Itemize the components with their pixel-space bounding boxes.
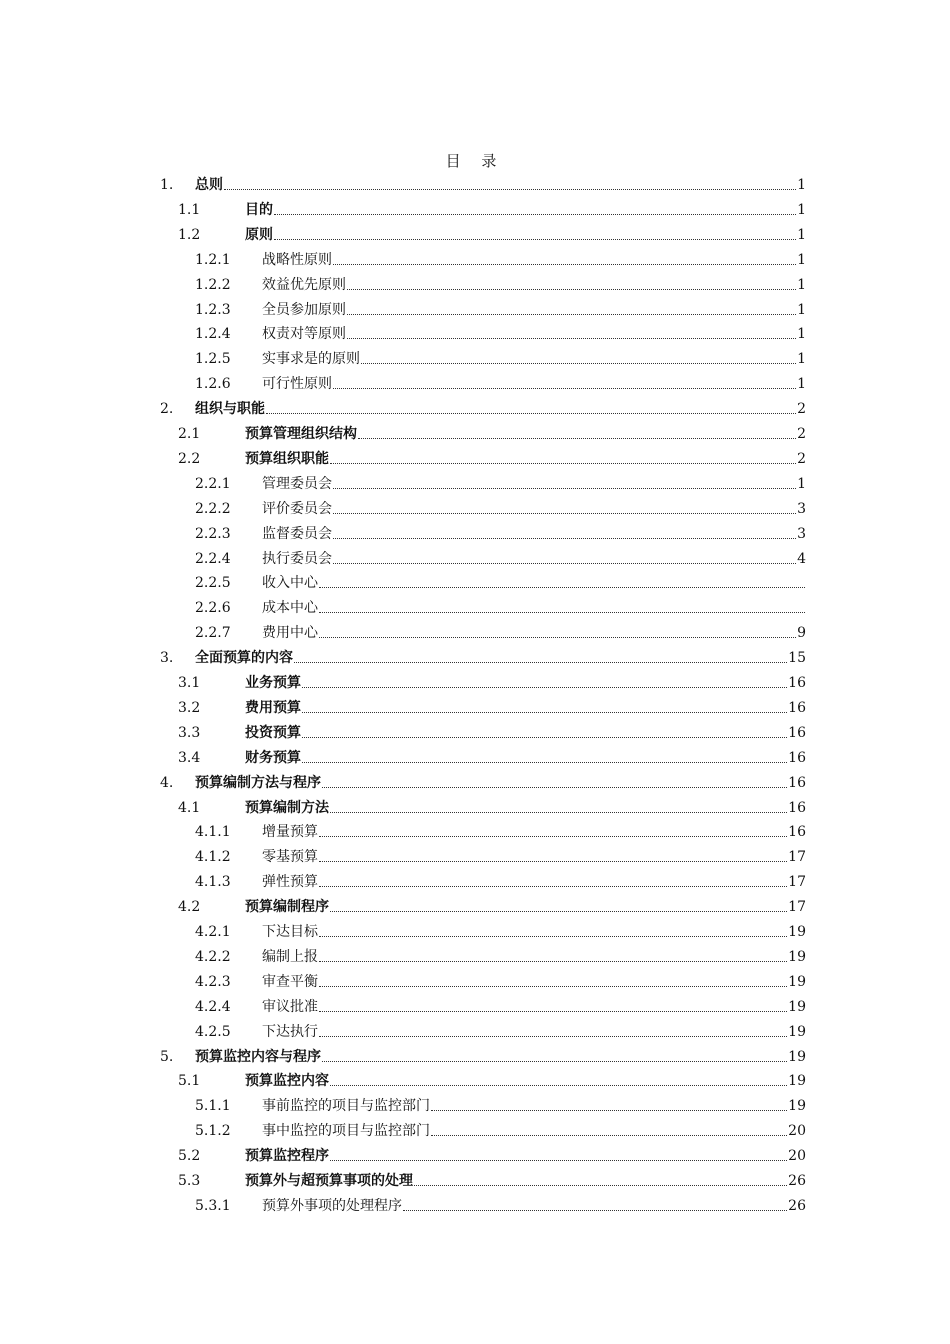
toc-entry-number: 3.2 (178, 699, 201, 716)
toc-entry[interactable] (195, 1094, 806, 1118)
toc-entry[interactable] (195, 372, 806, 396)
toc-entry-title: 财务预算 (245, 749, 301, 766)
toc-entry-title: 预算编制方法 (245, 799, 329, 816)
toc-entry-page: 26 (788, 1173, 806, 1189)
toc-entry-number: 1.2.4 (195, 326, 231, 343)
toc-entry[interactable] (195, 820, 806, 844)
dot-leader (319, 636, 796, 638)
toc-entry-page: 1 (797, 475, 806, 492)
toc-entry-page: 19 (788, 948, 806, 965)
dot-leader (302, 711, 787, 713)
toc-entry-title: 费用中心 (262, 625, 318, 642)
toc-entry-title: 原则 (245, 226, 273, 243)
toc-entry-number: 1.2.2 (195, 276, 231, 293)
toc-entry[interactable] (195, 621, 806, 645)
dot-leader (431, 1109, 787, 1111)
toc-entry-number: 2.2.7 (195, 625, 231, 642)
toc-entry-page: 1 (797, 326, 806, 343)
toc-entry-title: 实事求是的原则 (262, 351, 360, 368)
toc-entry[interactable] (160, 173, 806, 197)
toc-entry-page: 1 (797, 201, 806, 218)
toc-entry-number: 5.1.2 (195, 1123, 231, 1140)
toc-entry-title: 评价委员会 (262, 500, 332, 517)
toc-entry-title: 业务预算 (245, 675, 301, 691)
toc-entry-title: 预算外事项的处理程序 (262, 1197, 402, 1214)
toc-entry[interactable] (178, 1069, 806, 1093)
toc-entry-number: 2.2.2 (195, 500, 231, 517)
dot-leader (358, 437, 796, 439)
toc-entry-number: 2.2.6 (195, 600, 231, 617)
dot-leader (319, 960, 787, 962)
toc-entry-title: 权责对等原则 (262, 326, 346, 343)
toc-entry-page: 3 (797, 525, 806, 542)
toc-entry-title: 总则 (195, 177, 223, 193)
toc-entry-page: 2 (797, 450, 806, 467)
toc-entry[interactable] (178, 671, 806, 695)
dot-leader (322, 786, 787, 788)
toc-entry-number: 1.2.6 (195, 376, 231, 393)
toc-entry-title: 投资预算 (245, 724, 301, 741)
toc-entry-page: 19 (788, 973, 806, 990)
toc-entry[interactable] (195, 322, 806, 346)
toc-entry[interactable] (195, 1119, 806, 1143)
toc-entry-page: 1 (797, 251, 806, 268)
toc-entry-title: 事中监控的项目与监控部门 (262, 1123, 430, 1140)
toc-entry-title: 监督委员会 (262, 525, 332, 542)
toc-entry-number: 2.2.5 (195, 575, 231, 592)
toc-entry-number: 1. (160, 177, 174, 193)
toc-entry-number: 2.1 (178, 426, 201, 442)
toc-entry-number: 1.1 (178, 201, 201, 218)
toc-entry-title: 预算组织职能 (245, 450, 329, 467)
toc-entry-page: 16 (788, 749, 806, 766)
toc-entry-page: 3 (797, 500, 806, 517)
toc-entry[interactable] (160, 771, 806, 795)
toc-entry-number: 2.2.4 (195, 550, 231, 567)
toc-entry-page: 2 (797, 426, 806, 442)
toc-entry-number: 4.2.1 (195, 924, 231, 940)
toc-entry[interactable] (195, 920, 806, 944)
dot-leader (333, 512, 796, 514)
dot-leader (330, 1084, 787, 1086)
toc-entry[interactable] (178, 895, 806, 919)
toc-entry-page: 1 (797, 177, 806, 193)
dot-leader (319, 611, 805, 613)
toc-entry-number: 3.3 (178, 724, 201, 741)
toc-entry[interactable] (195, 970, 806, 994)
toc-entry[interactable] (195, 945, 806, 969)
toc-entry-title: 编制上报 (262, 948, 318, 965)
toc-entry-number: 5.1 (178, 1073, 201, 1090)
toc-entry[interactable] (195, 1194, 806, 1218)
toc-entry-title: 执行委员会 (262, 550, 332, 567)
dot-leader (322, 1060, 787, 1062)
toc-entry[interactable] (195, 596, 806, 620)
toc-entry-title: 目的 (245, 201, 273, 218)
toc-entry-number: 4.2.3 (195, 973, 231, 990)
dot-leader (294, 661, 787, 663)
dot-leader (333, 562, 796, 564)
toc-entry-number: 3. (160, 650, 174, 667)
toc-entry[interactable] (178, 796, 806, 820)
toc-entry-title: 全员参加原则 (262, 301, 346, 318)
dot-leader (319, 885, 787, 887)
toc-entry[interactable] (178, 696, 806, 720)
toc-entry-page: 15 (788, 650, 806, 667)
toc-entry-title: 收入中心 (262, 575, 318, 592)
dot-leader (302, 761, 787, 763)
dot-leader (347, 313, 796, 315)
toc-entry-title: 事前监控的项目与监控部门 (262, 1098, 430, 1115)
toc-entry-page: 17 (788, 899, 806, 916)
toc-entry-number: 5.2 (178, 1148, 201, 1165)
dot-leader (431, 1134, 787, 1136)
toc-entry-number: 4.1.3 (195, 874, 231, 891)
toc-entry-page: 16 (788, 724, 806, 741)
toc-entry-page: 19 (788, 998, 806, 1015)
toc-entry-number: 5. (160, 1048, 174, 1065)
toc-entry-title: 组织与职能 (195, 401, 265, 418)
toc-entry-page: 26 (788, 1197, 806, 1214)
dot-leader (330, 462, 796, 464)
toc-entry-page: 19 (788, 1048, 806, 1065)
toc-entry[interactable] (195, 1020, 806, 1044)
toc-entry-number: 3.4 (178, 749, 201, 766)
toc-entry[interactable] (195, 995, 806, 1019)
toc-entry-title: 增量预算 (262, 824, 318, 841)
toc-entry[interactable] (195, 273, 806, 297)
toc-entry-title: 预算监控内容与程序 (195, 1048, 321, 1065)
dot-leader (361, 362, 796, 364)
toc-entry-page: 1 (797, 376, 806, 393)
dot-leader (274, 213, 796, 215)
toc-entry-number: 2.2.3 (195, 525, 231, 542)
toc-entry-number: 4.1.2 (195, 849, 231, 866)
toc-entry-number: 3.1 (178, 675, 201, 691)
toc-entry-page: 17 (788, 874, 806, 891)
toc-entry-page: 1 (797, 276, 806, 293)
toc-entry[interactable] (160, 397, 806, 421)
toc-entry-title: 成本中心 (262, 600, 318, 617)
toc-entry-page: 19 (788, 1023, 806, 1040)
toc-entry[interactable] (195, 248, 806, 272)
dot-leader (333, 487, 796, 489)
toc-entry[interactable] (195, 522, 806, 546)
toc-entry[interactable] (195, 870, 806, 894)
toc-entry[interactable] (178, 223, 806, 247)
dot-leader (319, 1035, 787, 1037)
toc-title: 目 录 (445, 152, 505, 170)
toc-entry[interactable] (160, 646, 806, 670)
dot-leader (414, 1184, 787, 1186)
toc-entry-number: 4.1.1 (195, 824, 231, 841)
toc-entry-page: 17 (788, 849, 806, 866)
toc-entry[interactable] (195, 497, 806, 521)
toc-entry-number: 4. (160, 774, 174, 791)
dot-leader (319, 860, 787, 862)
toc-entry-page: 2 (797, 401, 806, 418)
toc-entry-number: 5.3 (178, 1173, 201, 1189)
toc-entry-number: 1.2.3 (195, 301, 231, 318)
toc-entry-number: 2.2.1 (195, 475, 231, 492)
toc-entry-title: 可行性原则 (262, 376, 332, 393)
toc-entry[interactable] (195, 472, 806, 496)
toc-entry-page: 16 (788, 675, 806, 691)
toc-entry-page: 16 (788, 774, 806, 791)
dot-leader (319, 835, 787, 837)
dot-leader (333, 263, 796, 265)
toc-entry[interactable] (195, 298, 806, 322)
toc-entry[interactable] (160, 1045, 806, 1069)
dot-leader (347, 337, 796, 339)
dot-leader (347, 288, 796, 290)
toc-entry-page: 16 (788, 824, 806, 841)
dot-leader (274, 238, 796, 240)
toc-entry-title: 全面预算的内容 (195, 650, 293, 667)
toc-entry-page: 20 (788, 1148, 806, 1165)
toc-entry-title: 预算编制程序 (245, 899, 329, 916)
toc-entry-title: 审议批准 (262, 998, 318, 1015)
dot-leader (319, 985, 787, 987)
toc-entry-title: 费用预算 (245, 699, 301, 716)
toc-entry-number: 4.2.5 (195, 1023, 231, 1040)
dot-leader (403, 1209, 787, 1211)
dot-leader (330, 811, 787, 813)
dot-leader (319, 935, 787, 937)
toc-entry-title: 下达目标 (262, 924, 318, 940)
dot-leader (330, 1159, 787, 1161)
toc-entry[interactable] (195, 547, 806, 571)
toc-entry[interactable] (178, 1144, 806, 1168)
toc-entry-page: 1 (797, 301, 806, 318)
toc-entry-number: 1.2.1 (195, 251, 231, 268)
dot-leader (302, 686, 787, 688)
dot-leader (333, 387, 796, 389)
toc-entry-number: 5.3.1 (195, 1197, 231, 1214)
toc-entry-number: 4.2 (178, 899, 201, 916)
dot-leader (333, 537, 796, 539)
toc-entry-number: 4.1 (178, 799, 201, 816)
toc-entry-title: 预算外与超预算事项的处理 (245, 1173, 413, 1189)
toc-entry-title: 预算管理组织结构 (245, 426, 357, 442)
dot-leader (319, 586, 805, 588)
toc-entry-page: 19 (788, 1098, 806, 1115)
toc-entry-page: 19 (788, 1073, 806, 1090)
toc-entry[interactable] (178, 198, 806, 222)
dot-leader (319, 1010, 787, 1012)
toc-entry-page: 1 (797, 351, 806, 368)
dot-leader (330, 910, 787, 912)
dot-leader (224, 188, 796, 190)
toc-entry[interactable] (195, 347, 806, 371)
toc-entry[interactable] (195, 845, 806, 869)
toc-entry-title: 预算编制方法与程序 (195, 774, 321, 791)
toc-entry[interactable] (178, 1169, 806, 1193)
toc-entry-title: 预算监控程序 (245, 1148, 329, 1165)
toc-entry-title: 下达执行 (262, 1023, 318, 1040)
dot-leader (302, 736, 787, 738)
toc-entry[interactable] (178, 422, 806, 446)
toc-entry-page: 20 (788, 1123, 806, 1140)
toc-entry-number: 1.2 (178, 226, 201, 243)
toc-entry-title: 管理委员会 (262, 475, 332, 492)
toc-entry-page: 1 (797, 226, 806, 243)
toc-entry-page: 9 (797, 625, 806, 642)
toc-entry-number: 4.2.2 (195, 948, 231, 965)
toc-entry-number: 5.1.1 (195, 1098, 231, 1115)
toc-entry-title: 零基预算 (262, 849, 318, 866)
toc-entry-page: 4 (797, 550, 806, 567)
toc-entry-page: 16 (788, 799, 806, 816)
toc-entry-page: 16 (788, 699, 806, 716)
dot-leader (266, 412, 796, 414)
toc-entry[interactable] (178, 447, 806, 471)
toc-entry-number: 2.2 (178, 450, 201, 467)
toc-entry-number: 4.2.4 (195, 998, 231, 1015)
toc-entry-title: 效益优先原则 (262, 276, 346, 293)
toc-entry-page: 19 (788, 924, 806, 940)
toc-entry-title: 弹性预算 (262, 874, 318, 891)
toc-entry-title: 预算监控内容 (245, 1073, 329, 1090)
toc-entry-number: 1.2.5 (195, 351, 231, 368)
toc-entry-title: 战略性原则 (262, 251, 332, 268)
toc-entry-title: 审查平衡 (262, 973, 318, 990)
toc-entry[interactable] (178, 746, 806, 770)
toc-entry-number: 2. (160, 401, 174, 418)
toc-entry[interactable] (195, 571, 806, 595)
toc-entry[interactable] (178, 721, 806, 745)
